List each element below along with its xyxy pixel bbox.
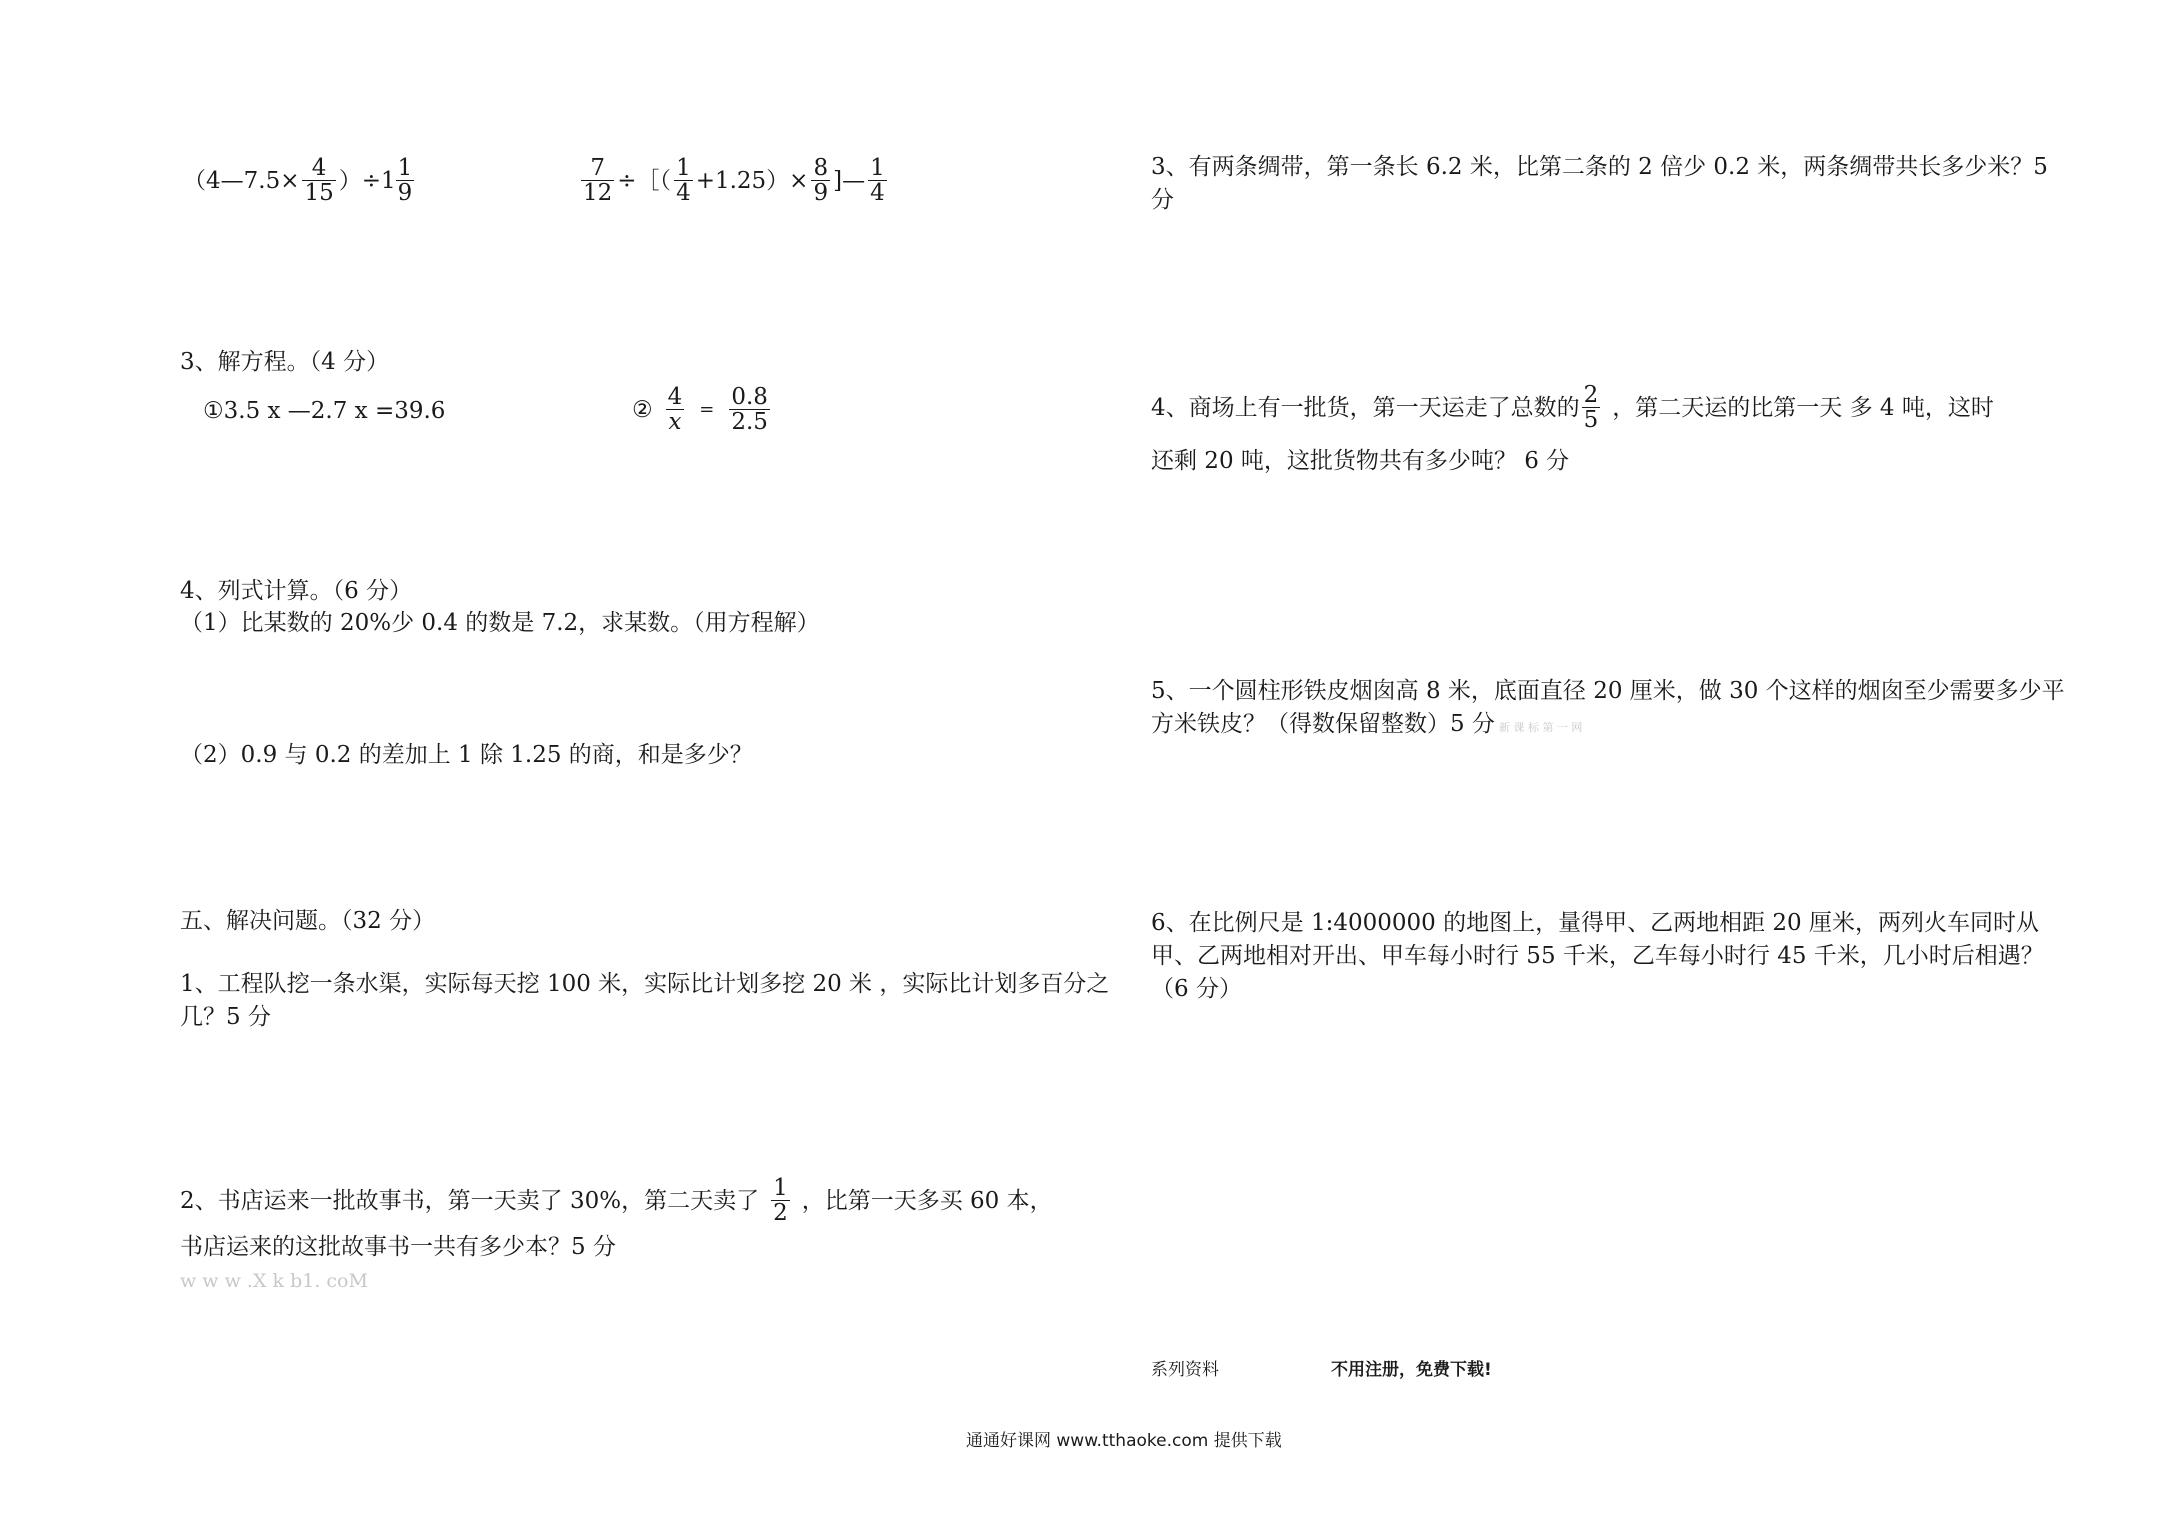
- fraction: $\frac{2}{5}$: [1583, 382, 1599, 433]
- fraction: $\frac{0.8}{2.5}$: [731, 384, 768, 435]
- section-4-title: 4、列式计算。（6 分）: [180, 578, 413, 604]
- fraction: $\frac{8}{9}$: [813, 155, 829, 206]
- section-4-question-2: （2）0.9 与 0.2 的差加上 1 除 1.25 的商，和是多少？: [180, 742, 753, 768]
- equation-2: [632, 385, 773, 434]
- problem-1: 1、工程队挖一条水渠，实际每天挖 100 米，实际比计划多挖 20 米 ，实际比计划多百分之几？5 分: [180, 971, 1110, 1030]
- calc-expression-1: [183, 156, 417, 205]
- fraction: $\frac{1}{4}$: [870, 155, 885, 206]
- expr1-mid: ）÷1: [338, 167, 396, 194]
- section-5-title: 五、解决问题。（32 分）: [180, 908, 436, 934]
- fraction: $\frac{4}{x}$: [667, 384, 683, 435]
- expr2-mid1: ÷［（: [617, 167, 672, 194]
- footer-series: 系列资料: [1151, 1360, 1219, 1380]
- faint-mark: 新 课 标 第 一 网: [1498, 721, 1583, 734]
- eq2-marker: ②: [632, 396, 653, 423]
- fraction: $\frac{1}{2}$: [773, 1175, 788, 1226]
- eq2-equals: =: [699, 398, 715, 420]
- expr1-pre: （4—7.5×: [183, 167, 300, 194]
- fraction: $\frac{4}{15}$: [304, 155, 334, 206]
- problem-2-line-2: 书店运来的这批故事书一共有多少本？5 分: [180, 1234, 616, 1260]
- fraction: $\frac{1}{9}$: [397, 155, 413, 206]
- problem-5: 5、一个圆柱形铁皮烟囱高 8 米，底面直径 20 厘米，做 30 个这样的烟囱至少需要多少平方米铁皮？（得数保留整数）5 分 新 课 标 第 一 网: [1151, 678, 2065, 737]
- watermark: w w w .X k b1. coM: [180, 1270, 368, 1292]
- footer-free: 不用注册，免费下载!: [1331, 1360, 1492, 1380]
- problem-4-line-2: 还剩 20 吨，这批货物共有多少吨？ 6 分: [1151, 448, 1570, 474]
- section-4-question-1: （1）比某数的 20%少 0.4 的数是 7.2，求某数。（用方程解）: [180, 610, 820, 636]
- section-3-title: 3、解方程。（4 分）: [180, 349, 390, 375]
- problem-3: 3、有两条绸带，第一条长 6.2 米，比第二条的 2 倍少 0.2 米，两条绸带共长多少米？5 分: [1151, 154, 2048, 213]
- problem-2-line-1: 2、书店运来一批故事书，第一天卖了 30%，第二天卖了 $\frac{1}{2}$ ，比第一天多买 60 本，: [180, 1175, 1053, 1226]
- fraction: $\frac{7}{12}$: [583, 155, 613, 206]
- footer-site: 通通好课网 www.tthaoke.com 提供下载: [966, 1431, 1282, 1451]
- expr2-mid3: ]—: [833, 167, 866, 194]
- problem-4-line-1: 4、商场上有一批货，第一天运走了总数的 $\frac{2}{5}$ ，第二天运的比第一天 多 4 吨，这时: [1151, 382, 1994, 433]
- fraction: $\frac{1}{4}$: [676, 155, 691, 206]
- calc-expression-2: [578, 156, 890, 205]
- equation-1: ①3.5 x —2.7 x =39.6: [203, 398, 446, 424]
- problem-6: 6、在比例尺是 1:4000000 的地图上，量得甲、乙两地相距 20 厘米，两列火车同时从甲、乙两地相对开出、甲车每小时行 55 千米，乙车每小时行 45 千米，几小时后相遇？（6 分）: [1151, 910, 2044, 1002]
- expr2-mid2: +1.25）×: [695, 167, 809, 194]
